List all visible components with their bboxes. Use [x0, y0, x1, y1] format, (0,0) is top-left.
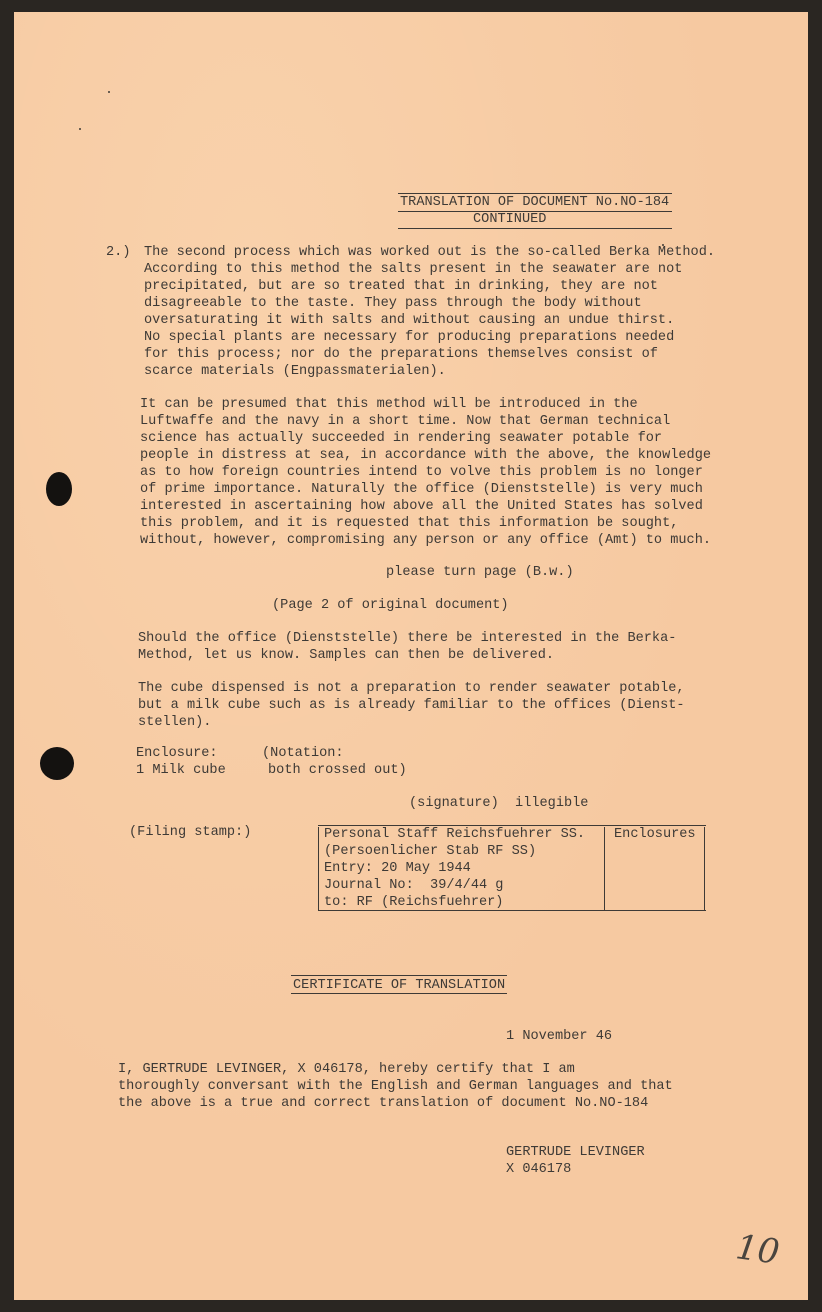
paragraph-line: interested in ascertaining how above all the United States has solved	[140, 499, 703, 514]
paragraph-line: oversaturating it with salts and without causing an undue thirst.	[144, 313, 675, 328]
handwritten-page-number: 10	[733, 1227, 782, 1273]
stamp-right-rule	[704, 827, 705, 911]
paragraph-line: Should the office (Dienststelle) there be interested in the Berka-	[138, 631, 677, 646]
paragraph-line: as to how foreign countries intend to volve this problem is no longer	[140, 465, 703, 480]
stamp-left-rule	[318, 827, 319, 911]
certificate-title: CERTIFICATE OF TRANSLATION	[293, 978, 506, 993]
paragraph-line: Luftwaffe and the navy in a short time. Now that German technical	[140, 414, 671, 429]
stamp-line: (Persoenlicher Stab RF SS)	[324, 844, 537, 859]
stamp-line: Journal No: 39/4/44 g	[324, 878, 504, 893]
page-2-note: (Page 2 of original document)	[272, 598, 509, 613]
certificate-date: 1 November 46	[506, 1029, 613, 1044]
document-title: TRANSLATION OF DOCUMENT No.NO-184	[400, 195, 670, 210]
paragraph-line: this problem, and it is requested that this information be sought,	[140, 516, 679, 531]
stamp-bottom-rule	[318, 910, 706, 911]
paragraph-line: According to this method the salts present in the seawater are not	[144, 262, 683, 277]
paragraph-line: It can be presumed that this method will be introduced in the	[140, 397, 638, 412]
certificate-line: thoroughly conversant with the English and German languages and that	[118, 1079, 673, 1094]
paragraph-line: scarce materials (Engpassmaterialen).	[144, 364, 446, 379]
paragraph-line: of prime importance. Naturally the office (Dienststelle) is very much	[140, 482, 703, 497]
signer-name: GERTRUDE LEVINGER	[506, 1145, 645, 1160]
paragraph-line: without, however, compromising any person or any office (Amt) to much.	[140, 533, 712, 548]
punch-hole-top	[46, 472, 72, 506]
stamp-line: Personal Staff Reichsfuehrer SS.	[324, 827, 586, 842]
signature-line: (signature) illegible	[409, 796, 589, 811]
paragraph-line: Method, let us know. Samples can then be delivered.	[138, 648, 555, 663]
paragraph-line: The second process which was worked out is the so-called Berka Method.	[144, 245, 716, 260]
paragraph-line: but a milk cube such as is already familiar to the offices (Dienst-	[138, 698, 685, 713]
paragraph-line: The cube dispensed is not a preparation to render seawater potable,	[138, 681, 685, 696]
document-page	[14, 12, 808, 1300]
paragraph-line: people in distress at sea, in accordance with the above, the knowledge	[140, 448, 712, 463]
enclosure-label: Enclosure:	[136, 746, 218, 761]
turn-page-note: please turn page (B.w.)	[386, 565, 574, 580]
signer-id: X 046178	[506, 1162, 572, 1177]
header-bottom-rule	[398, 228, 672, 229]
stamp-line: to: RF (Reichsfuehrer)	[324, 895, 504, 910]
notation-label: (Notation:	[262, 746, 344, 761]
enclosure-item: 1 Milk cube	[136, 763, 226, 778]
paragraph-line: stellen).	[138, 715, 212, 730]
paragraph-line: for this process; nor do the preparations themselves consist of	[144, 347, 658, 362]
notation-text: both crossed out)	[268, 763, 407, 778]
paragraph-line: precipitated, but are so treated that in drinking, they are not	[144, 279, 658, 294]
stamp-divider-rule	[604, 827, 605, 911]
paragraph-line: No special plants are necessary for producing preparations needed	[144, 330, 675, 345]
punch-hole-bottom	[40, 747, 74, 780]
document-subtitle: CONTINUED	[473, 212, 547, 227]
stamp-line: Entry: 20 May 1944	[324, 861, 471, 876]
certificate-title-bottom-rule	[291, 993, 507, 994]
paragraph-line: science has actually succeeded in rendering seawater potable for	[140, 431, 663, 446]
stamp-enclosures-label: Enclosures	[614, 827, 696, 842]
certificate-line: I, GERTRUDE LEVINGER, X 046178, hereby certify that I am	[118, 1062, 575, 1077]
certificate-line: the above is a true and correct translation of document No.NO-184	[118, 1096, 649, 1111]
certificate-title-top-rule	[291, 975, 507, 976]
filing-stamp-label: (Filing stamp:)	[129, 825, 252, 840]
paragraph-line: disagreeable to the taste. They pass through the body without	[144, 296, 642, 311]
section-number: 2.)	[106, 245, 131, 260]
filing-stamp-box	[318, 826, 706, 914]
ink-speck	[108, 91, 110, 93]
ink-speck	[79, 128, 81, 130]
